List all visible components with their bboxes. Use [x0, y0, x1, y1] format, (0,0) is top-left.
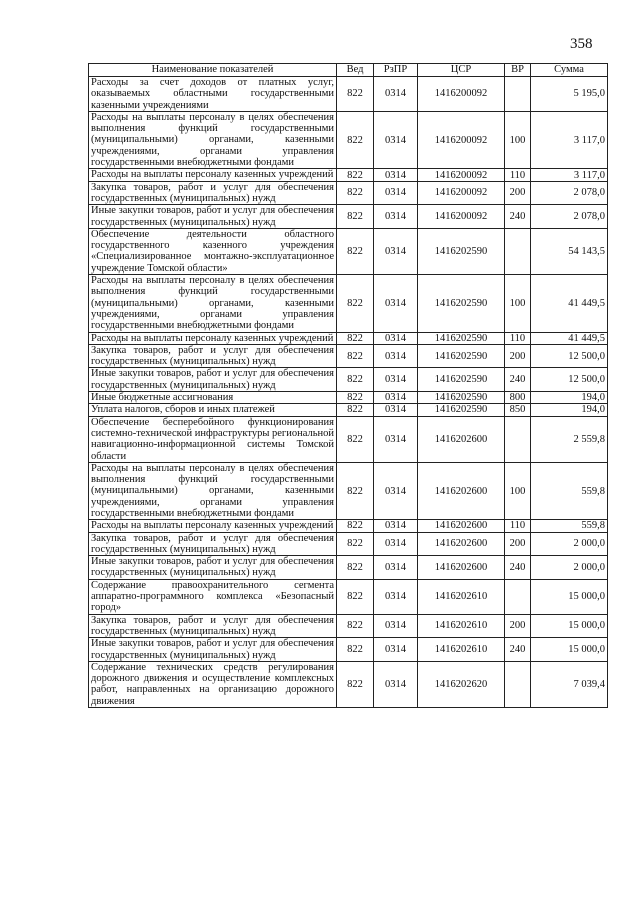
- cell-ved: 822: [337, 661, 374, 707]
- cell-vr: 200: [505, 532, 531, 556]
- cell-rzpr: 0314: [374, 169, 418, 181]
- cell-sum: 194,0: [531, 392, 608, 404]
- cell-rzpr: 0314: [374, 462, 418, 519]
- cell-sum: 15 000,0: [531, 614, 608, 638]
- cell-sum: 559,8: [531, 462, 608, 519]
- header-csr: ЦСР: [418, 64, 505, 77]
- table-row: [89, 169, 608, 181]
- cell-vr: 110: [505, 520, 531, 532]
- cell-name: Иные закупки товаров, работ и услуг для обеспечения государственных (муниципальных) нужд: [89, 638, 337, 662]
- cell-sum: 12 500,0: [531, 344, 608, 368]
- cell-name: Закупка товаров, работ и услуг для обеспечения государственных (муниципальных) нужд: [89, 532, 337, 556]
- cell-ved: 822: [337, 614, 374, 638]
- cell-vr: [505, 416, 531, 462]
- cell-rzpr: 0314: [374, 520, 418, 532]
- cell-sum: 5 195,0: [531, 77, 608, 112]
- cell-rzpr: 0314: [374, 638, 418, 662]
- cell-sum: 3 117,0: [531, 169, 608, 181]
- cell-name: Обеспечение бесперебойного функционирования системно-технической инфраструктуры региональной навигационно-информационной системы Томской области: [89, 416, 337, 462]
- cell-csr: 1416200092: [418, 169, 505, 181]
- cell-csr: 1416202590: [418, 332, 505, 344]
- cell-csr: 1416202600: [418, 416, 505, 462]
- cell-name: Расходы на выплаты персоналу казенных учреждений: [89, 169, 337, 181]
- cell-ved: 822: [337, 332, 374, 344]
- table-row: [89, 275, 608, 332]
- table-row: [89, 614, 608, 638]
- cell-rzpr: 0314: [374, 77, 418, 112]
- cell-rzpr: 0314: [374, 205, 418, 229]
- cell-rzpr: 0314: [374, 111, 418, 168]
- cell-ved: 822: [337, 520, 374, 532]
- cell-ved: 822: [337, 205, 374, 229]
- cell-name: Расходы на выплаты персоналу в целях обеспечения выполнения функций государственными (муниципальными) органами, казенными учреждениями, органами управления государственными внебюджетными фондами: [89, 275, 337, 332]
- cell-ved: 822: [337, 368, 374, 392]
- cell-name: Расходы на выплаты персоналу казенных учреждений: [89, 332, 337, 344]
- cell-name: Иные закупки товаров, работ и услуг для обеспечения государственных (муниципальных) нужд: [89, 556, 337, 580]
- cell-vr: 200: [505, 344, 531, 368]
- cell-sum: 559,8: [531, 520, 608, 532]
- cell-sum: 41 449,5: [531, 332, 608, 344]
- cell-vr: [505, 228, 531, 274]
- cell-csr: 1416200092: [418, 77, 505, 112]
- cell-vr: 100: [505, 462, 531, 519]
- cell-vr: 200: [505, 181, 531, 205]
- cell-name: Обеспечение деятельности областного государственного казенного учреждения «Специализированное монтажно-эксплуатационное учреждение Томской области»: [89, 228, 337, 274]
- cell-csr: 1416200092: [418, 111, 505, 168]
- cell-ved: 822: [337, 556, 374, 580]
- cell-ved: 822: [337, 344, 374, 368]
- cell-rzpr: 0314: [374, 344, 418, 368]
- cell-vr: [505, 77, 531, 112]
- cell-csr: 1416202590: [418, 392, 505, 404]
- cell-rzpr: 0314: [374, 275, 418, 332]
- cell-csr: 1416200092: [418, 205, 505, 229]
- table-row: [89, 532, 608, 556]
- cell-rzpr: 0314: [374, 416, 418, 462]
- cell-rzpr: 0314: [374, 556, 418, 580]
- cell-vr: [505, 579, 531, 614]
- table-row: [89, 661, 608, 707]
- cell-vr: [505, 661, 531, 707]
- cell-rzpr: 0314: [374, 181, 418, 205]
- cell-rzpr: 0314: [374, 614, 418, 638]
- cell-vr: 800: [505, 392, 531, 404]
- cell-ved: 822: [337, 404, 374, 416]
- cell-name: Содержание правоохранительного сегмента аппаратно-программного комплекса «Безопасный город»: [89, 579, 337, 614]
- page-number: 358: [570, 36, 593, 52]
- table-row: [89, 77, 608, 112]
- table-row: [89, 344, 608, 368]
- cell-ved: 822: [337, 392, 374, 404]
- cell-sum: 3 117,0: [531, 111, 608, 168]
- cell-name: Расходы на выплаты персоналу казенных учреждений: [89, 520, 337, 532]
- cell-rzpr: 0314: [374, 579, 418, 614]
- cell-name: Закупка товаров, работ и услуг для обеспечения государственных (муниципальных) нужд: [89, 614, 337, 638]
- cell-ved: 822: [337, 579, 374, 614]
- table-row: [89, 392, 608, 404]
- cell-csr: 1416202590: [418, 368, 505, 392]
- cell-ved: 822: [337, 462, 374, 519]
- cell-vr: 100: [505, 111, 531, 168]
- cell-vr: 100: [505, 275, 531, 332]
- cell-sum: 2 078,0: [531, 205, 608, 229]
- cell-csr: 1416202610: [418, 638, 505, 662]
- cell-sum: 2 000,0: [531, 556, 608, 580]
- cell-csr: 1416202600: [418, 532, 505, 556]
- cell-rzpr: 0314: [374, 661, 418, 707]
- header-rzpr: РзПР: [374, 64, 418, 77]
- budget-table: [88, 63, 608, 708]
- table-row: [89, 181, 608, 205]
- cell-name: Закупка товаров, работ и услуг для обеспечения государственных (муниципальных) нужд: [89, 181, 337, 205]
- cell-name: Расходы на выплаты персоналу в целях обеспечения выполнения функций государственными (муниципальными) органами, казенными учреждениями, органами управления государственными внебюджетными фондами: [89, 462, 337, 519]
- cell-ved: 822: [337, 181, 374, 205]
- cell-sum: 15 000,0: [531, 579, 608, 614]
- table-row: [89, 638, 608, 662]
- table-row: [89, 416, 608, 462]
- cell-name: Иные бюджетные ассигнования: [89, 392, 337, 404]
- table-row: [89, 579, 608, 614]
- cell-sum: 41 449,5: [531, 275, 608, 332]
- cell-ved: 822: [337, 638, 374, 662]
- cell-name: Уплата налогов, сборов и иных платежей: [89, 404, 337, 416]
- header-vr: ВР: [505, 64, 531, 77]
- cell-csr: 1416202600: [418, 556, 505, 580]
- cell-sum: 194,0: [531, 404, 608, 416]
- cell-rzpr: 0314: [374, 228, 418, 274]
- cell-vr: 240: [505, 638, 531, 662]
- cell-name: Расходы за счет доходов от платных услуг, оказываемых областными государственными казенными учреждениями: [89, 77, 337, 112]
- cell-rzpr: 0314: [374, 392, 418, 404]
- table-row: [89, 332, 608, 344]
- cell-rzpr: 0314: [374, 332, 418, 344]
- cell-sum: 2 000,0: [531, 532, 608, 556]
- cell-vr: 240: [505, 205, 531, 229]
- cell-ved: 822: [337, 275, 374, 332]
- cell-sum: 7 039,4: [531, 661, 608, 707]
- cell-name: Иные закупки товаров, работ и услуг для обеспечения государственных (муниципальных) нужд: [89, 368, 337, 392]
- cell-sum: 15 000,0: [531, 638, 608, 662]
- cell-name: Закупка товаров, работ и услуг для обеспечения государственных (муниципальных) нужд: [89, 344, 337, 368]
- cell-name: Иные закупки товаров, работ и услуг для обеспечения государственных (муниципальных) нужд: [89, 205, 337, 229]
- cell-sum: 12 500,0: [531, 368, 608, 392]
- cell-rzpr: 0314: [374, 532, 418, 556]
- table-row: [89, 520, 608, 532]
- cell-vr: 240: [505, 368, 531, 392]
- table-row: [89, 404, 608, 416]
- cell-rzpr: 0314: [374, 404, 418, 416]
- table-row: [89, 205, 608, 229]
- cell-csr: 1416202600: [418, 462, 505, 519]
- header-ved: Вед: [337, 64, 374, 77]
- cell-csr: 1416202610: [418, 614, 505, 638]
- cell-csr: 1416200092: [418, 181, 505, 205]
- cell-csr: 1416202590: [418, 404, 505, 416]
- table-row: [89, 556, 608, 580]
- header-name: Наименование показателей: [89, 64, 337, 77]
- cell-csr: 1416202590: [418, 344, 505, 368]
- cell-csr: 1416202620: [418, 661, 505, 707]
- cell-vr: 110: [505, 332, 531, 344]
- table-row: [89, 228, 608, 274]
- cell-ved: 822: [337, 228, 374, 274]
- table-row: [89, 111, 608, 168]
- table-row: [89, 368, 608, 392]
- cell-sum: 2 078,0: [531, 181, 608, 205]
- table-header-row: [89, 64, 608, 77]
- cell-csr: 1416202590: [418, 275, 505, 332]
- cell-name: Расходы на выплаты персоналу в целях обеспечения выполнения функций государственными (муниципальными) органами, казенными учреждениями, органами управления государственными внебюджетными фондами: [89, 111, 337, 168]
- cell-vr: 850: [505, 404, 531, 416]
- cell-sum: 54 143,5: [531, 228, 608, 274]
- cell-name: Содержание технических средств регулирования дорожного движения и осуществление комплексных работ, направленных на организацию дорожного движения: [89, 661, 337, 707]
- cell-ved: 822: [337, 532, 374, 556]
- cell-csr: 1416202590: [418, 228, 505, 274]
- cell-vr: 240: [505, 556, 531, 580]
- header-sum: Сумма: [531, 64, 608, 77]
- cell-rzpr: 0314: [374, 368, 418, 392]
- cell-ved: 822: [337, 77, 374, 112]
- cell-csr: 1416202600: [418, 520, 505, 532]
- cell-ved: 822: [337, 169, 374, 181]
- cell-sum: 2 559,8: [531, 416, 608, 462]
- table-row: [89, 462, 608, 519]
- cell-ved: 822: [337, 111, 374, 168]
- cell-csr: 1416202610: [418, 579, 505, 614]
- cell-vr: 110: [505, 169, 531, 181]
- cell-vr: 200: [505, 614, 531, 638]
- cell-ved: 822: [337, 416, 374, 462]
